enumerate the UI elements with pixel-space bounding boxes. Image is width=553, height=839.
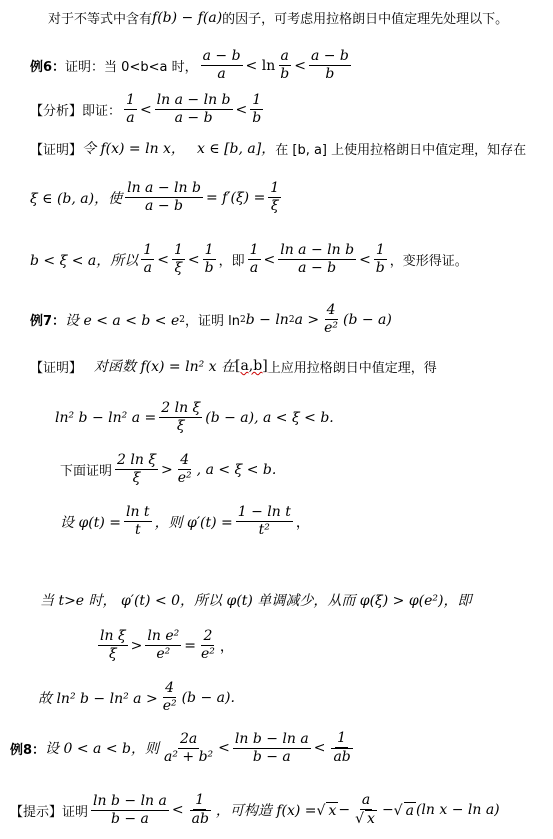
- next-end: , a < ξ < b.: [196, 461, 277, 478]
- ineq-frac3: $\frac{1}{b}$: [204, 242, 214, 276]
- intro-line: [48, 8, 508, 27]
- ex6-mid: < ln: [245, 57, 276, 74]
- ex6-ineq-line: b < ξ < a，所以 $\frac{1}{a}$ < $\frac{1}{\xi}$ < $\frac{1}{b}$ ，即 $\frac{1}{a}$ < $\frac{\text{ln a − ln b}}{a - b}$ < $\frac{1}{b}$ ，变形得证。: [30, 242, 468, 276]
- ineq-jfrac1: $\frac{1}{a}$: [249, 242, 259, 276]
- ex7-phi: [60, 504, 310, 539]
- proof-text1: 令 f(x) = ln x，: [82, 141, 185, 157]
- xi-frac2: $\frac{1}{\xi}$: [270, 180, 280, 214]
- ex8-hint: 【提示】 证明 $\frac{\text{ln b − ln a}}{b - a}$ < $\frac{1}{ab}$ ，可构造 f(x) = √ x − $\frac{a}{√ x}$ − √ a (ln x − ln a): [10, 792, 500, 827]
- proof-text2: x ∈ [b, a]，: [196, 141, 276, 157]
- ex6-proof: [30, 138, 526, 158]
- ex6-text: 证明：当 0<b<a 时，: [65, 60, 198, 75]
- ex7-interval: [a,b]: [235, 358, 268, 374]
- ex7-text-mid2: b − ln: [245, 311, 289, 328]
- ex7-when: [40, 590, 471, 610]
- ex7-text-end: (b − a): [343, 311, 392, 328]
- ex7-next: [60, 452, 276, 487]
- res-mid: >: [130, 637, 143, 654]
- intro-pre: 对于不等式中含有: [48, 12, 153, 27]
- ex8-label: 例8：: [10, 742, 46, 758]
- ex7-proof-text: 对函数 f(x) = ln² x 在: [94, 359, 235, 375]
- ex7-result: [95, 628, 234, 663]
- ex7-statement: 例7： 设 e < a < b < e 2 ，证明 ln 2 b − ln 2 a > $\frac{4}{\text{e²}}$ (b − a): [30, 302, 392, 336]
- when-text: 当 t>e 时， φ′(t) < 0，所以 φ(t) 单调减少，从而 φ(ξ) > φ(e²)，即: [40, 593, 472, 609]
- ex6-label: 例6：: [30, 60, 66, 75]
- hint-frac3: $\frac{a}{√ x}$: [355, 792, 375, 827]
- hint-end: (ln x − ln a): [415, 802, 500, 818]
- concl-pre: 故 ln² b − ln² a >: [38, 690, 158, 707]
- next-pre: 下面证明: [60, 464, 113, 479]
- eq1-end: (b − a), a < ξ < b.: [205, 409, 334, 426]
- ex8-frac2: $\frac{\text{ln b − ln a}}{b - a}$: [234, 730, 309, 765]
- hint-mid: ，可构造 f(x) =: [215, 803, 317, 819]
- ex7-label: 例7：: [30, 314, 66, 329]
- xi-range: ξ ∈ (b, a)，使: [30, 190, 123, 207]
- eq1-pre: ln² b − ln² a =: [55, 409, 157, 426]
- hint-minus: −: [338, 802, 351, 818]
- proof-label: 【证明】: [30, 142, 83, 158]
- ineq-frac2: $\frac{1}{\xi}$: [173, 242, 183, 276]
- res-end: ，: [219, 638, 234, 655]
- hint-text: 证明: [62, 804, 89, 820]
- ex8-text: 设 0 < a < b，则: [45, 741, 159, 757]
- ineq-pre: b < ξ < a，所以: [30, 252, 139, 269]
- ex7-frac: $\frac{4}{\text{e²}}$: [324, 302, 338, 336]
- ex8-frac1: $\frac{2a}{\text{a² + b²}}$: [163, 730, 214, 765]
- phi-end: ，: [295, 514, 310, 531]
- res-frac3: $\frac{2}{\text{e²}}$: [200, 628, 215, 662]
- ineq-end: ，变形得证。: [389, 254, 468, 269]
- ex7-proof-text-end: 上应用拉格朗日中值定理，得: [267, 360, 437, 376]
- analysis-label: 【分析】即证：: [30, 104, 122, 119]
- ineq-jfrac2: $\frac{\text{ln a − ln b}}{a - b}$: [280, 242, 355, 276]
- ineq-jfrac3: $\frac{1}{b}$: [375, 242, 385, 276]
- xi-eq: = f′(ξ) =: [205, 189, 266, 206]
- eq1-frac: $\frac{\text{2 ln ξ}}{\xi}$: [161, 400, 201, 434]
- hint-frac2: $\frac{1}{ab}$: [191, 792, 209, 827]
- next-mid: >: [161, 461, 173, 478]
- ex7-text-pre: 设 e < a < b < e: [65, 312, 180, 329]
- intro-post: 的因子，可考虑用拉格朗日中值定理先处理以下。: [222, 12, 509, 27]
- hint-label: 【提示】: [10, 804, 63, 820]
- phi-frac2: $\frac{\text{1 − ln t}}{\text{t²}}$: [237, 504, 291, 538]
- next-frac2: $\frac{4}{\text{e²}}$: [177, 452, 192, 486]
- hint-frac1: $\frac{\text{ln b − ln a}}{b - a}$: [93, 792, 167, 827]
- ineq-frac1: $\frac{1}{a}$: [143, 242, 153, 276]
- hint-minus2: −: [381, 802, 394, 818]
- res-frac2: $\frac{\text{ln e²}}{\text{e²}}$: [147, 628, 180, 662]
- phi-frac: $\frac{\text{ln t}}{t}$: [125, 504, 150, 538]
- ineq-mid: ，即: [218, 254, 245, 269]
- phi-mid: ，则 φ′(t) =: [154, 514, 233, 531]
- proof-text3: 在 [b, a] 上使用拉格朗日中值定理，知存在: [275, 142, 527, 158]
- analysis-frac1: $\frac{1}{a}$: [126, 92, 135, 126]
- ex6-frac2: $\frac{a}{b}$: [280, 48, 290, 82]
- ex6-frac3: $\frac{a - b}{b}$: [310, 48, 349, 82]
- ex7-text-mid3: a >: [294, 311, 320, 328]
- analysis-frac2: $\frac{\text{ln a − ln b}}{a - b}$: [156, 92, 231, 126]
- ex6-analysis: 【分析】即证： $\frac{1}{a}$ < $\frac{\text{ln a − ln b}}{a - b}$ < $\frac{1}{b}$: [30, 92, 262, 126]
- concl-end: (b − a).: [181, 689, 235, 706]
- next-frac: $\frac{\text{2 ln ξ}}{\xi}$: [117, 452, 157, 486]
- ex6-frac1: $\frac{a - b}{a}$: [202, 48, 241, 82]
- ex8-frac3: $\frac{1}{ab}$: [333, 730, 351, 765]
- ex7-text-mid: ，证明 ln: [185, 314, 240, 329]
- hint-sqrt-a: √ a: [393, 802, 414, 819]
- ex7-proof: [30, 356, 437, 376]
- ex7-conclusion: [38, 680, 235, 715]
- analysis-frac3: $\frac{1}{b}$: [252, 92, 262, 126]
- res-frac1: $\frac{\text{ln ξ}}{\xi}$: [100, 628, 126, 662]
- hint-sqrt-x: √ x: [316, 802, 337, 819]
- xi-frac: $\frac{\text{ln a − ln b}}{a - b}$: [127, 180, 201, 214]
- ex6-statement: 例6： 证明：当 0<b<a 时， $\frac{a - b}{a}$ < ln $\frac{a}{b}$ < $\frac{a - b}{b}$: [30, 48, 349, 82]
- ex8-statement: 例8： 设 0 < a < b，则 $\frac{2a}{\text{a² + b²}}$ < $\frac{\text{ln b − ln a}}{b - a}$ < $\frac{1}{ab}$: [10, 730, 358, 766]
- concl-frac: $\frac{4}{\text{e²}}$: [162, 680, 177, 714]
- intro-expr: f(b) − f(a): [152, 9, 223, 26]
- ex7-eq1: [55, 400, 334, 435]
- phi-pre: 设 φ(t) =: [60, 514, 121, 531]
- ex6-xi-line: [30, 180, 284, 215]
- res-eq: =: [184, 637, 196, 654]
- ex7-proof-label: 【证明】: [30, 360, 83, 376]
